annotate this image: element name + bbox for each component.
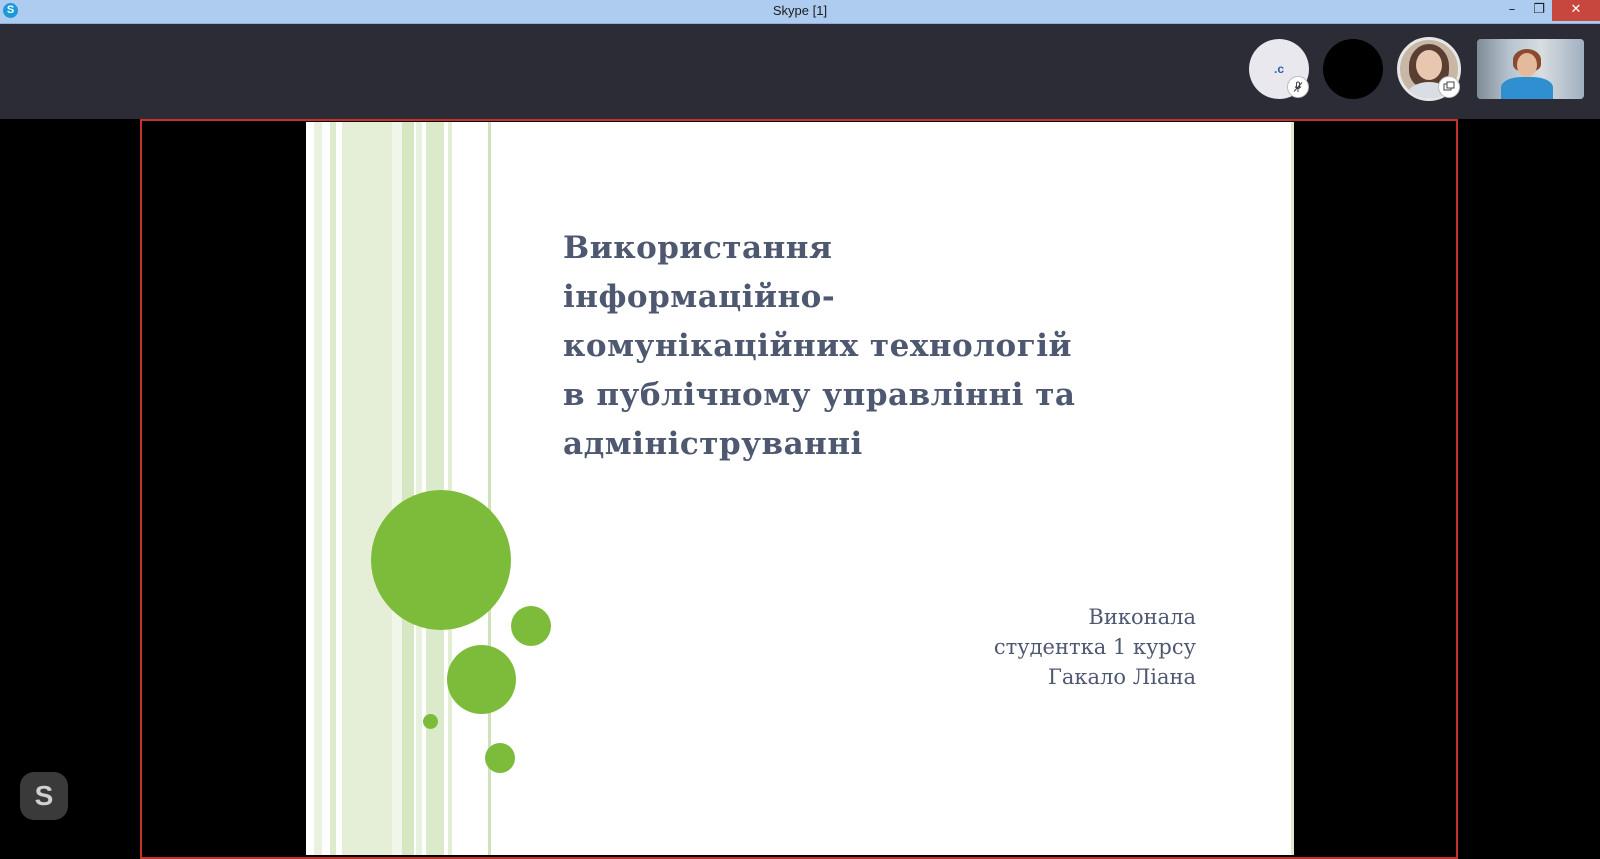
self-video-shirt — [1501, 77, 1553, 99]
decorative-circle — [447, 645, 516, 714]
slide-stripe — [402, 122, 414, 855]
slide-subtitle-line: студентка 1 курсу — [993, 635, 1196, 659]
skype-logo-icon[interactable]: S — [20, 772, 68, 820]
slide-stripe — [342, 122, 392, 855]
slide-stripe — [426, 122, 444, 855]
close-button[interactable]: ✕ — [1552, 0, 1600, 21]
slide-stripe — [314, 122, 322, 855]
slide-subtitle-line: Виконала — [1088, 605, 1196, 629]
decorative-circle — [371, 490, 511, 630]
restore-button[interactable]: ❐ — [1533, 2, 1545, 17]
window-titlebar — [0, 0, 1600, 24]
slide-title — [563, 224, 1203, 469]
microphone-muted-icon — [1287, 76, 1309, 98]
slide-title-line: комунікаційних технологій — [563, 328, 1072, 364]
decorative-circle — [511, 606, 551, 646]
slide-subtitle-line: Гакало Ліана — [1047, 665, 1196, 689]
slide-stripe — [392, 122, 402, 855]
self-video-preview[interactable] — [1477, 39, 1584, 99]
decorative-circle — [423, 714, 438, 729]
screen-share-icon — [1438, 76, 1460, 98]
window-title: Skype [1] — [772, 3, 828, 18]
slide-stripe — [416, 122, 422, 855]
participant-avatar-initial[interactable]: .c — [1249, 39, 1309, 99]
skype-app-icon: S — [3, 3, 18, 18]
slide-stripe — [330, 122, 336, 855]
call-participants-bar — [0, 24, 1600, 119]
slide-title-line: інформаційно- — [563, 279, 836, 315]
decorative-circle — [485, 743, 515, 773]
minimize-button[interactable]: – — [1508, 2, 1516, 17]
slide-title-line: адмініструванні — [563, 426, 863, 462]
slide-author-block — [926, 602, 1196, 692]
slide-title-line: Використання — [563, 230, 833, 266]
self-video-face — [1517, 53, 1537, 77]
avatar-face — [1416, 50, 1442, 80]
participant-avatar-video-off[interactable] — [1323, 39, 1383, 99]
slide-edge — [1291, 122, 1294, 855]
presentation-slide — [306, 122, 1294, 855]
slide-stripe — [448, 122, 452, 855]
slide-title-line: в публічному управлінні та — [563, 377, 1076, 413]
